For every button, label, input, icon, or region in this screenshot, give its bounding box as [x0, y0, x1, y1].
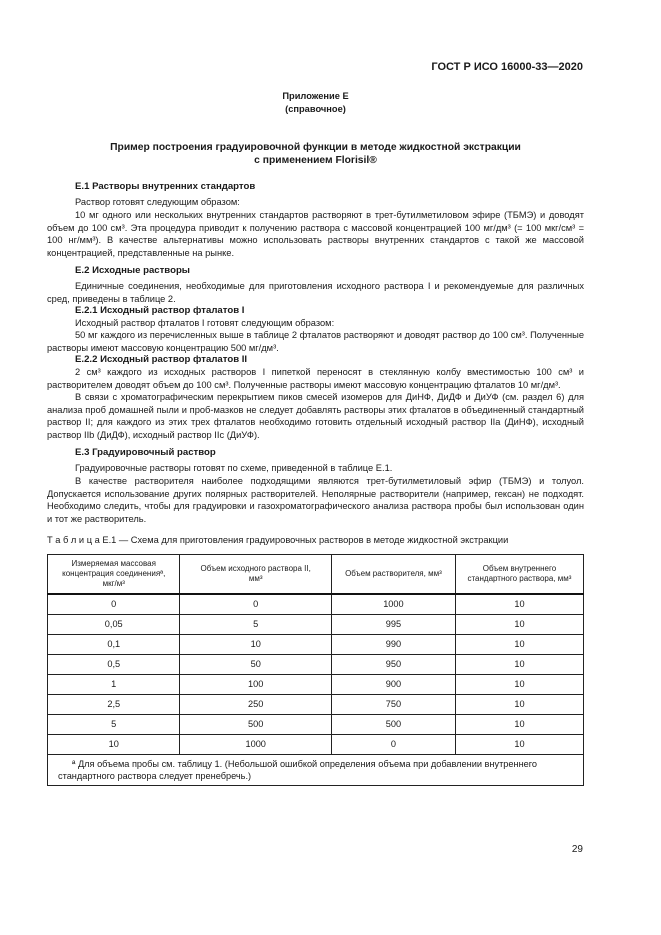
table-cell: 10 — [455, 695, 583, 715]
table-cell: 1000 — [180, 735, 331, 755]
page-number: 29 — [571, 844, 583, 855]
table-cell: 10 — [455, 615, 583, 635]
table-cell: 0 — [180, 594, 331, 615]
table-cell: 10 — [455, 715, 583, 735]
annex-subtitle: (справочное) — [285, 104, 346, 114]
table-cell: 5 — [48, 715, 180, 735]
table-footnote: ª Для объема пробы см. таблицу 1. (Небольшой ошибкой определения объема при добавлении внутреннего стандартного раствора следует пренебречь.) — [48, 755, 584, 786]
table-cell: 100 — [180, 675, 331, 695]
table-cell: 0 — [331, 735, 455, 755]
section-e22-heading: Е.2.2 Исходный раствор фталатов II — [75, 354, 248, 365]
table-cell: 750 — [331, 695, 455, 715]
table-caption — [47, 534, 508, 547]
section-e2-p1: Единичные соединения, необходимые для приготовления исходного раствора I и рекомендуемые для различных сред, приведены в таблице 2. — [47, 281, 584, 304]
annex-title: Приложение Е — [282, 91, 349, 101]
table-cell: 10 — [455, 635, 583, 655]
column-header-solvent-volume: Объем растворителя, мм³ — [331, 555, 455, 595]
table-cell: 2,5 — [48, 695, 180, 715]
section-e21-heading: Е.2.1 Исходный раствор фталатов I — [75, 305, 245, 316]
section-e21-p1: Исходный раствор фталатов I готовят следующим образом: — [75, 318, 335, 328]
table-cell: 10 — [180, 635, 331, 655]
section-e3-heading: Е.3 Градуировочный раствор — [75, 447, 216, 458]
section-e1-heading: Е.1 Растворы внутренних стандартов — [75, 181, 256, 192]
table-cell: 500 — [331, 715, 455, 735]
table-cell: 10 — [455, 735, 583, 755]
table-header-row — [48, 555, 584, 595]
table-cell: 10 — [48, 735, 180, 755]
table-cell: 10 — [455, 594, 583, 615]
table-cell: 0,05 — [48, 615, 180, 635]
table-cell: 5 — [180, 615, 331, 635]
table-row — [48, 655, 584, 675]
calibration-table — [47, 554, 584, 786]
section-e2-heading: Е.2 Исходные растворы — [75, 265, 190, 276]
section-e21-p2: 50 мг каждого из перечисленных выше в таблице 2 фталатов растворяют и доводят раствор до 100 см³. Полученные растворы имеют массовую концентрацию 500 мг/дм³. — [47, 330, 584, 353]
table-row — [48, 675, 584, 695]
table-caption-text: Е.1 — Схема для приготовления градуировочных растворов в методе жидкостной экстракции — [99, 535, 509, 545]
table-cell: 950 — [331, 655, 455, 675]
section-e1-p1: Раствор готовят следующим образом: — [75, 197, 240, 207]
table-cell: 10 — [455, 675, 583, 695]
table-cell: 50 — [180, 655, 331, 675]
table-row — [48, 594, 584, 615]
table-label: Т а б л и ц а — [47, 535, 100, 545]
table-cell: 995 — [331, 615, 455, 635]
section-e3-p1: Градуировочные растворы готовят по схеме, приведенной в таблице Е.1. — [75, 463, 393, 473]
section-e3-p2: В качестве растворителя наиболее подходящими являются трет-бутилметиловый эфир (ТБМЭ) и толуол. Допускается использование других полярных растворителей. Неполярные растворители (например, гексан) не подходят. Необходимо следить, чтобы для градуировки и газохроматографического анализа раствора пробы был использован один и тот же растворитель. — [47, 476, 584, 524]
main-title-line1: Пример построения градуировочной функции в методе жидкостной экстракции — [110, 142, 521, 153]
section-e22-p1: 2 см³ каждого из исходных растворов I пипеткой переносят в стеклянную колбу вместимостью 100 см³ и растворителем доводят объем до 100 см³. Полученные растворы имеют массовую концентрацию фталатов 10 мг/дм³. — [47, 367, 584, 390]
column-header-internal-standard-volume: Объем внутреннего стандартного раствора, мм³ — [455, 555, 583, 595]
table-cell: 1000 — [331, 594, 455, 615]
table-cell: 0,5 — [48, 655, 180, 675]
table-row — [48, 695, 584, 715]
table-cell: 250 — [180, 695, 331, 715]
table-cell: 0 — [48, 594, 180, 615]
main-title-line2: с применением Florisil® — [254, 155, 377, 166]
section-e1-p2: 10 мг одного или нескольких внутренних стандартов растворяют в трет-бутилметиловом эфире (ТБМЭ) и доводят объем до 100 см³. Эта процедура приводит к получению раствора с массовой концентрацией 100 мг/дм³ (= 100 мкг/см³ = 100 нг/мм³). В качестве альтернативы можно использовать растворы внутренних стандартов с такой же массовой концентрацией, представленные на рынке. — [47, 210, 584, 258]
table-footnote-row — [48, 755, 584, 786]
column-header-concentration: Измеряемая массовая концентрация соединенияª, мкг/м³ — [48, 555, 180, 595]
table-row — [48, 715, 584, 735]
table-cell: 900 — [331, 675, 455, 695]
table-cell: 10 — [455, 655, 583, 675]
section-e22-p2: В связи с хроматографическим перекрытием пиков смесей изомеров для ДиНФ, ДиДФ и ДиУФ (см. раздел 6) для анализа проб домашней пыли и проб-мазков не следует добавлять растворы этих фталатов в объединенный стандартный раствор II; для каждого из этих трех фталатов необходимо готовить отдельный исходный раствор IIa (ДиНФ), исходный раствор IIb (ДиДФ), исходный раствор IIc (ДиУФ). — [47, 392, 584, 440]
table-row — [48, 615, 584, 635]
table-cell: 990 — [331, 635, 455, 655]
table-cell: 500 — [180, 715, 331, 735]
table-cell: 1 — [48, 675, 180, 695]
table-row — [48, 635, 584, 655]
table-row — [48, 735, 584, 755]
column-header-stock-volume: Объем исходного раствора II, мм³ — [180, 555, 331, 595]
table-cell: 0,1 — [48, 635, 180, 655]
document-code: ГОСТ Р ИСО 16000-33—2020 — [431, 61, 583, 73]
